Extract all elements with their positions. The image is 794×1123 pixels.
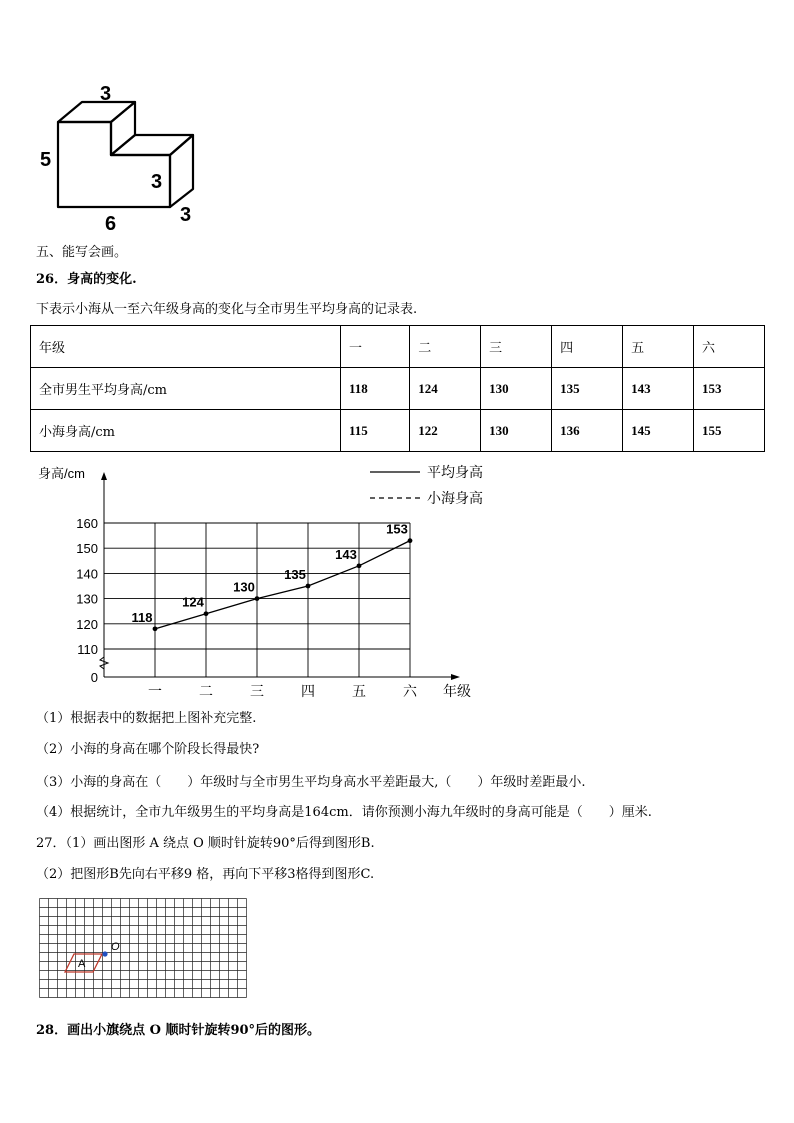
question-28-title: 28．画出小旗绕点 O 顺时针旋转90°后的图形。 bbox=[36, 1023, 321, 1038]
table-cell: 130 bbox=[481, 410, 552, 452]
table-cell: 130 bbox=[481, 368, 552, 410]
question-26-sub3: （3）小海的身高在（ ）年级时与全市男生平均身高水平差距最大,（ ）年级时差距最小. bbox=[36, 775, 586, 790]
y-axis-label: 身高/cm bbox=[38, 466, 85, 481]
table-cell: 118 bbox=[341, 368, 410, 410]
table-header-cell: 年级 bbox=[31, 326, 341, 368]
data-label: 153 bbox=[386, 521, 408, 537]
height-line-chart bbox=[30, 458, 500, 703]
label-a: A bbox=[78, 958, 86, 970]
series-line-average bbox=[155, 541, 410, 629]
x-tick-label: 四 bbox=[301, 683, 315, 699]
x-tick-label: 三 bbox=[250, 683, 264, 699]
chart-series bbox=[132, 522, 413, 632]
dim-left-label: 5 bbox=[40, 149, 52, 171]
x-tick-label: 二 bbox=[199, 683, 213, 699]
x-tick-label: 六 bbox=[403, 683, 417, 699]
table-header-cell: 一 bbox=[341, 326, 410, 368]
table-cell: 143 bbox=[623, 368, 694, 410]
x-axis-label: 年级 bbox=[443, 683, 471, 699]
data-point bbox=[357, 563, 362, 568]
table-row bbox=[31, 410, 765, 452]
table-row-label: 小海身高/cm bbox=[31, 410, 341, 452]
data-point bbox=[255, 596, 260, 601]
question-27-part1: 27．（1）画出图形 A 绕点 O 顺时针旋转90°后得到图形B. bbox=[36, 836, 375, 851]
dim-depth-label: 3 bbox=[180, 204, 192, 226]
y-axis-arrow bbox=[101, 472, 107, 480]
dim-top-label: 3 bbox=[100, 83, 112, 105]
y-tick-label: 160 bbox=[76, 516, 98, 531]
table-cell: 153 bbox=[694, 368, 765, 410]
label-o: O bbox=[111, 941, 120, 953]
height-table bbox=[30, 325, 765, 452]
y-tick-label: 0 bbox=[90, 670, 98, 685]
x-tick-label: 一 bbox=[148, 683, 162, 699]
question-26-title: 26．身高的变化. bbox=[36, 272, 137, 287]
table-header-cell: 六 bbox=[694, 326, 765, 368]
x-axis-arrow bbox=[451, 674, 460, 680]
table-header-row bbox=[31, 326, 765, 368]
question-26-sub2: （2）小海的身高在哪个阶段长得最快? bbox=[36, 742, 260, 757]
table-header-cell: 二 bbox=[410, 326, 481, 368]
y-tick-label: 120 bbox=[76, 616, 98, 632]
dim-bottom-label: 6 bbox=[105, 213, 117, 235]
legend-label: 平均身高 bbox=[427, 464, 483, 480]
y-tick-label: 110 bbox=[77, 642, 98, 657]
table-cell: 155 bbox=[694, 410, 765, 452]
table-cell: 135 bbox=[552, 368, 623, 410]
dim-mid-label: 3 bbox=[151, 171, 163, 193]
data-label: 143 bbox=[335, 546, 357, 562]
point-o bbox=[102, 951, 107, 956]
data-label: 124 bbox=[182, 594, 204, 610]
data-point bbox=[204, 611, 209, 616]
data-label: 130 bbox=[233, 579, 255, 595]
y-tick-label: 140 bbox=[76, 566, 98, 582]
section-5-title: 五、能写会画。 bbox=[36, 245, 128, 260]
table-header-cell: 三 bbox=[481, 326, 552, 368]
y-tick-label: 130 bbox=[76, 591, 98, 607]
x-tick-label: 五 bbox=[352, 683, 366, 699]
table-cell: 145 bbox=[623, 410, 694, 452]
data-point bbox=[408, 538, 413, 543]
question-26-intro: 下表示小海从一至六年级身高的变化与全市男生平均身高的记录表. bbox=[36, 302, 418, 317]
table-cell: 122 bbox=[410, 410, 481, 452]
y-tick-label: 150 bbox=[76, 541, 98, 557]
data-label: 118 bbox=[131, 609, 153, 625]
table-cell: 124 bbox=[410, 368, 481, 410]
data-point bbox=[153, 626, 158, 631]
chart-legend bbox=[370, 464, 483, 506]
table-cell: 136 bbox=[552, 410, 623, 452]
data-point bbox=[306, 584, 311, 589]
data-label: 135 bbox=[284, 567, 306, 582]
table-row bbox=[31, 368, 765, 410]
question-27-part2: （2）把图形B先向右平移9 格，再向下平移3格得到图形C. bbox=[36, 867, 375, 882]
l-shape-3d-figure bbox=[30, 78, 210, 236]
table-cell: 115 bbox=[341, 410, 410, 452]
table-header-cell: 五 bbox=[623, 326, 694, 368]
square-grid-figure bbox=[38, 897, 256, 1007]
table-row-label: 全市男生平均身高/cm bbox=[31, 368, 341, 410]
table-header-cell: 四 bbox=[552, 326, 623, 368]
question-26-sub4: （4）根据统计，全市九年级男生的平均身高是164cm．请你预测小海九年级时的身高可能是（ ）厘米. bbox=[36, 805, 652, 820]
question-26-sub1: （1）根据表中的数据把上图补充完整. bbox=[36, 711, 257, 726]
legend-label: 小海身高 bbox=[427, 490, 483, 506]
